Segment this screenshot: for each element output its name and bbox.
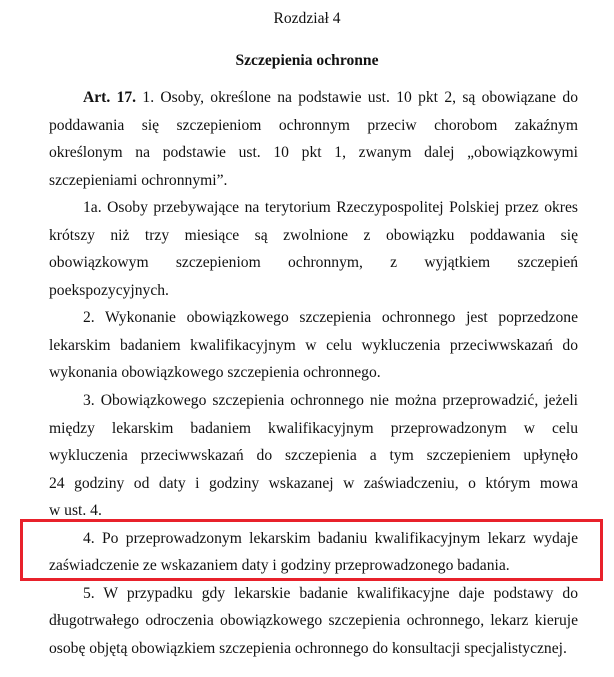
text-line	[49, 139, 578, 167]
text-line	[49, 580, 578, 608]
line-text: między lekarskim badaniem kwalifikacyjnym przeprowadzonym w celu	[49, 419, 578, 437]
text-line	[49, 304, 578, 332]
text-line	[49, 387, 578, 415]
text-line	[49, 194, 578, 222]
paragraph-0	[49, 84, 578, 194]
text-line	[49, 415, 578, 443]
line-text: poddawania się szczepieniom ochronnym przeciw chorobom zakaźnym	[49, 116, 578, 134]
section-title: Szczepienia ochronne	[235, 52, 379, 69]
text-line	[49, 249, 578, 277]
line-text: szczepieniami ochronnymi”.	[49, 171, 228, 189]
line-text: 5. W przypadku gdy lekarskie badanie kwalifikacyjne daje podstawy do	[83, 584, 578, 602]
text-line	[49, 470, 578, 498]
text-line	[49, 442, 578, 470]
line-text: wykluczenia przeciwwskazań do szczepienia a tym szczepieniem upłynęło	[49, 447, 578, 465]
line-text: długotrwałego odroczenia obowiązkowego szczepienia ochronnego, lekarz kieruje	[49, 612, 578, 630]
line-text: poekspozycyjnych.	[49, 281, 169, 299]
line-text: 1. Osoby, określone na podstawie ust. 10 pkt 2, są obowiązane do	[142, 89, 578, 106]
line-text: osobę objętą obowiązkiem szczepienia ochronnego do konsultacji specjalistycznej.	[49, 639, 567, 657]
text-line	[49, 277, 578, 305]
line-text: 2. Wykonanie obowiązkowego szczepienia ochronnego jest poprzedzone	[83, 309, 578, 327]
highlight-box	[20, 519, 603, 581]
text-line	[49, 84, 578, 112]
line-text: zaświadczenie ze wskazaniem daty i godziny przeprowadzonego badania.	[49, 557, 510, 575]
line-text: krótszy niż trzy miesiące są zwolnione z obowiązku poddawania się	[49, 226, 578, 244]
paragraph-1	[49, 194, 578, 304]
text-line	[49, 332, 578, 360]
line-text: 1a. Osoby przebywające na terytorium Rzeczypospolitej Polskiej przez okres	[83, 199, 578, 217]
text-line	[49, 167, 578, 195]
line-text: 4. Po przeprowadzonym lekarskim badaniu kwalifikacyjnym lekarz wydaje	[83, 529, 578, 547]
line-text: w ust. 4.	[49, 502, 102, 520]
line-text: obowiązkowym szczepieniom ochronnym, z wyjątkiem szczepień	[49, 254, 578, 272]
line-text: 3. Obowiązkowego szczepienia ochronnego nie można przeprowadzić, jeżeli	[83, 392, 578, 410]
line-text: określonym na podstawie ust. 10 pkt 1, zwanym dalej „obowiązkowymi	[49, 144, 578, 162]
text-line	[49, 607, 578, 635]
text-line	[49, 635, 578, 663]
line-text: wykonania obowiązkowego szczepienia ochronnego.	[49, 364, 381, 382]
text-line	[49, 112, 578, 140]
text-line	[49, 222, 578, 250]
line-text: lekarskim badaniem kwalifikacyjnym w celu wykluczenia przeciwwskazań do	[49, 336, 578, 354]
chapter-heading: Rozdział 4	[273, 10, 341, 27]
line-text: 24 godziny od daty i godziny wskazanej w zaświadczeniu, o którym mowa	[49, 474, 578, 492]
article-label: Art. 17.	[83, 89, 137, 106]
text-line	[49, 359, 578, 387]
paragraph-3	[49, 387, 578, 525]
paragraph-5	[49, 580, 578, 663]
paragraph-2	[49, 304, 578, 387]
